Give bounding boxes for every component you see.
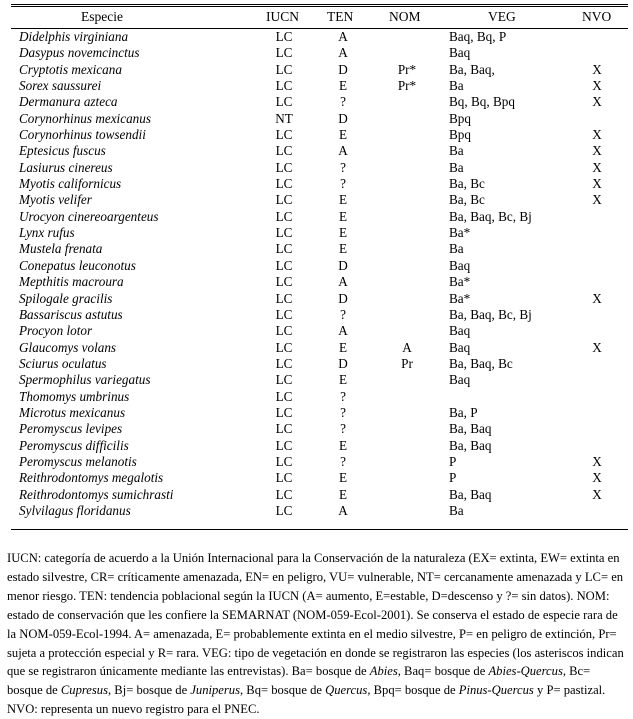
table-body <box>0 29 633 519</box>
cell-iucn: LC <box>275 176 293 192</box>
header-nvo: NVO <box>582 9 612 24</box>
table-row <box>0 176 633 192</box>
cell-especie: Peromyscus melanotis <box>19 453 137 469</box>
cell-especie: Didelphis virginiana <box>19 29 129 44</box>
note-veg: VEG: tipo de vegetación en donde se registraron las especies (los asteriscos indican que se registraron únicamente mediante las entrevistas). Ba= bosque de <box>7 645 624 679</box>
cell-veg: P <box>449 470 457 486</box>
cell-iucn: LC <box>275 274 293 290</box>
cell-iucn: LC <box>275 437 293 453</box>
table-row <box>0 421 633 437</box>
cell-ten: ? <box>340 453 346 469</box>
cell-veg: Ba, Bc <box>449 176 485 192</box>
cell-ten: E <box>338 372 348 388</box>
cell-especie: Cryptotis mexicana <box>19 61 122 77</box>
table-row <box>0 405 633 421</box>
cell-especie: Eptesicus fuscus <box>19 143 106 159</box>
table-row <box>0 192 633 208</box>
cell-veg: Ba* <box>449 290 471 306</box>
cell-iucn: LC <box>275 78 293 94</box>
cell-especie: Myotis californicus <box>19 176 122 192</box>
cell-iucn: LC <box>275 306 293 322</box>
cell-especie: Thomomys umbrinus <box>19 388 130 404</box>
cell-iucn: LC <box>275 61 293 77</box>
table-row <box>0 29 633 45</box>
cell-ten: E <box>338 127 348 143</box>
table-row <box>0 111 633 127</box>
cell-veg: Ba <box>449 143 464 159</box>
cell-veg: Baq <box>449 339 471 355</box>
cell-iucn: LC <box>275 208 293 224</box>
cell-ten: A <box>338 502 348 518</box>
cell-iucn: LC <box>275 404 293 420</box>
cell-iucn: LC <box>275 192 293 208</box>
cell-iucn: LC <box>275 257 293 273</box>
table-row <box>0 454 633 470</box>
cell-veg: Ba, Baq <box>449 437 492 453</box>
note-nvo: NVO: representa un nuevo registro para el PNEC. <box>7 702 260 717</box>
cell-ten: A <box>338 29 348 44</box>
table-row <box>0 356 633 372</box>
cell-veg: Baq <box>449 372 471 388</box>
cell-especie: Dermanura azteca <box>19 94 118 110</box>
cell-veg: Ba, Baq <box>449 486 492 502</box>
cell-iucn: LC <box>275 45 293 61</box>
cell-ten: ? <box>340 404 346 420</box>
cell-veg: Ba, Baq, Bc, Bj <box>449 208 532 224</box>
cell-ten: ? <box>340 94 346 110</box>
cell-iucn: LC <box>275 372 293 388</box>
cell-nom: Pr <box>401 355 413 371</box>
cell-ten: A <box>338 45 348 61</box>
table-row <box>0 45 633 61</box>
cell-especie: Corynorhinus towsendii <box>19 127 146 143</box>
note-baq: , Baq= bosque de <box>397 664 486 679</box>
table-row <box>0 372 633 388</box>
cell-veg: Ba, Baq, Bc <box>449 355 513 371</box>
table-row <box>0 389 633 405</box>
header-nom: NOM <box>389 9 421 24</box>
cell-veg: Ba <box>449 502 464 518</box>
cell-veg: Ba <box>449 159 464 175</box>
cell-nvo: X <box>592 176 602 192</box>
cell-iucn: LC <box>275 486 293 502</box>
cell-especie: Corynorhinus mexicanus <box>19 110 151 126</box>
cell-nom: Pr* <box>397 61 417 77</box>
cell-iucn: LC <box>275 470 293 486</box>
cell-ten: E <box>338 192 348 208</box>
cell-ten: ? <box>340 388 346 404</box>
cell-especie: Procyon lotor <box>19 323 93 339</box>
cell-iucn: LC <box>275 29 293 44</box>
table-row <box>0 94 633 110</box>
cell-nvo: X <box>592 143 602 159</box>
table-row <box>0 225 633 241</box>
cell-nvo: X <box>592 486 602 502</box>
cell-iucn: LC <box>275 127 293 143</box>
cell-especie: Reithrodontomys sumichrasti <box>19 486 174 502</box>
cell-iucn: LC <box>275 421 293 437</box>
note-cupresus: Cupresus <box>60 683 108 698</box>
cell-especie: Conepatus leuconotus <box>19 257 136 273</box>
cell-iucn: LC <box>275 339 293 355</box>
cell-ten: D <box>338 257 348 273</box>
cell-nvo: X <box>592 61 602 77</box>
cell-ten: D <box>338 110 348 126</box>
cell-ten: A <box>338 323 348 339</box>
table-footnotes <box>7 549 627 719</box>
table-bottom-rule <box>11 529 628 530</box>
cell-nvo: X <box>592 94 602 110</box>
cell-veg: Baq, Bq, P <box>449 29 507 44</box>
cell-ten: E <box>338 437 348 453</box>
cell-nvo: X <box>592 192 602 208</box>
cell-veg: Bpq <box>449 110 471 126</box>
note-abies: Abies <box>369 664 398 679</box>
table-row <box>0 438 633 454</box>
cell-especie: Microtus mexicanus <box>19 404 126 420</box>
cell-veg: Ba <box>449 78 464 94</box>
cell-nvo: X <box>592 159 602 175</box>
cell-nvo: X <box>592 78 602 94</box>
cell-nvo: X <box>592 127 602 143</box>
cell-veg: Ba <box>449 241 464 257</box>
cell-ten: E <box>338 225 348 241</box>
cell-veg: Ba, Baq, <box>449 61 495 77</box>
header-ten: TEN <box>327 9 354 24</box>
table-row <box>0 209 633 225</box>
cell-veg: Ba* <box>449 274 471 290</box>
table-row <box>0 78 633 94</box>
cell-veg: Baq <box>449 45 471 61</box>
cell-veg: Ba, Bc <box>449 192 485 208</box>
table-row <box>0 487 633 503</box>
cell-iucn: LC <box>275 290 293 306</box>
cell-veg: Baq <box>449 323 471 339</box>
cell-especie: Sorex saussurei <box>19 78 102 94</box>
cell-veg: Ba, Baq <box>449 421 492 437</box>
cell-ten: D <box>338 355 348 371</box>
cell-nvo: X <box>592 453 602 469</box>
note-juniperus: Juniperus <box>190 683 240 698</box>
cell-iucn: LC <box>275 453 293 469</box>
cell-iucn: LC <box>275 143 293 159</box>
cell-veg: Ba, Baq, Bc, Bj <box>449 306 532 322</box>
header-iucn: IUCN <box>266 9 299 24</box>
table-top-rule-double <box>11 6 628 7</box>
cell-ten: D <box>338 290 348 306</box>
note-quercus: Quercus <box>325 683 368 698</box>
note-nom: NOM: estado de conservación que les confiere la SEMARNAT (NOM-059-Ecol-2001). Se conserva el estado de especie rara de la NOM-059-Ecol-1994. A= amenazada, E= probablemente extinta en el medio silvestre, P= en peligro de extinción, Pr= sujeta a protección especial y R= rara. <box>7 588 618 660</box>
cell-especie: Sylvilagus floridanus <box>19 502 131 518</box>
table-row <box>0 307 633 323</box>
cell-veg: Ba, P <box>449 404 478 420</box>
note-bq: , Bq= bosque de <box>240 683 322 698</box>
cell-ten: ? <box>340 306 346 322</box>
table-row <box>0 143 633 159</box>
cell-veg: Bpq <box>449 127 471 143</box>
cell-veg: Baq <box>449 257 471 273</box>
note-iucn: IUCN: categoría de acuerdo a la Unión Internacional para la Conservación de la naturaleza (EX= extinta, EW= extinta en estado silvestre, CR= críticamente amenazada, EN= en peligro, VU= vulnerable, NT= cercanamente amenazada y LC= en menor riesgo. <box>7 551 624 603</box>
cell-especie: Spermophilus variegatus <box>19 372 151 388</box>
table-row <box>0 274 633 290</box>
table-row <box>0 323 633 339</box>
cell-nom: A <box>402 339 412 355</box>
cell-veg: P <box>449 453 457 469</box>
note-bc: , Bc= bosque de <box>7 664 591 698</box>
note-bpq: , Bpq= bosque de <box>367 683 456 698</box>
note-p: y P= pastizal. <box>537 683 606 698</box>
cell-especie: Lynx rufus <box>19 225 75 241</box>
cell-ten: E <box>338 208 348 224</box>
cell-iucn: LC <box>275 355 293 371</box>
cell-ten: E <box>338 78 348 94</box>
cell-veg: Bq, Bq, Bpq <box>449 94 515 110</box>
cell-ten: A <box>338 274 348 290</box>
table-row <box>0 241 633 257</box>
table-row <box>0 503 633 519</box>
table-row <box>0 127 633 143</box>
cell-iucn: LC <box>275 225 293 241</box>
cell-nvo: X <box>592 470 602 486</box>
cell-iucn: LC <box>275 241 293 257</box>
cell-ten: E <box>338 241 348 257</box>
cell-especie: Peromyscus levipes <box>19 421 123 437</box>
cell-ten: A <box>338 143 348 159</box>
cell-ten: ? <box>340 176 346 192</box>
table-row <box>0 291 633 307</box>
header-veg: VEG <box>488 9 516 24</box>
cell-especie: Urocyon cinereoargenteus <box>19 208 159 224</box>
cell-veg: Ba* <box>449 225 471 241</box>
cell-iucn: LC <box>275 159 293 175</box>
cell-especie: Lasiurus cinereus <box>19 159 113 175</box>
table-row <box>0 62 633 78</box>
table-row <box>0 160 633 176</box>
header-especie: Especie <box>81 9 123 24</box>
table-row <box>0 340 633 356</box>
table-row <box>0 258 633 274</box>
cell-especie: Dasypus novemcinctus <box>19 45 140 61</box>
table-row <box>0 470 633 486</box>
cell-nvo: X <box>592 339 602 355</box>
cell-ten: ? <box>340 421 346 437</box>
cell-especie: Myotis velifer <box>19 192 92 208</box>
cell-especie: Mepthitis macroura <box>19 274 124 290</box>
cell-especie: Reithrodontomys megalotis <box>19 470 164 486</box>
cell-especie: Sciurus oculatus <box>19 355 107 371</box>
note-pinus-quercus: Pinus-Quercus <box>458 683 534 698</box>
cell-especie: Bassariscus astutus <box>19 306 123 322</box>
cell-iucn: LC <box>275 502 293 518</box>
note-ten: TEN: tendencia poblacional según la IUCN (A= aumento, E=estable, D=descenso y ?= sin datos). <box>79 588 574 603</box>
cell-ten: D <box>338 61 348 77</box>
note-bj: , Bj= bosque de <box>108 683 188 698</box>
cell-especie: Glaucomys volans <box>19 339 117 355</box>
cell-ten: E <box>338 486 348 502</box>
cell-ten: ? <box>340 159 346 175</box>
cell-iucn: LC <box>275 94 293 110</box>
note-abies-quercus: Abies-Quercus <box>488 664 563 679</box>
cell-ten: E <box>338 470 348 486</box>
cell-nom: Pr* <box>397 78 417 94</box>
cell-nvo: X <box>592 290 602 306</box>
cell-especie: Peromyscus difficilis <box>19 437 129 453</box>
cell-iucn: LC <box>275 388 293 404</box>
cell-iucn: NT <box>275 110 293 126</box>
cell-especie: Mustela frenata <box>19 241 103 257</box>
cell-iucn: LC <box>275 323 293 339</box>
cell-especie: Spilogale gracilis <box>19 290 113 306</box>
table-top-rule <box>11 4 628 5</box>
cell-ten: E <box>338 339 348 355</box>
